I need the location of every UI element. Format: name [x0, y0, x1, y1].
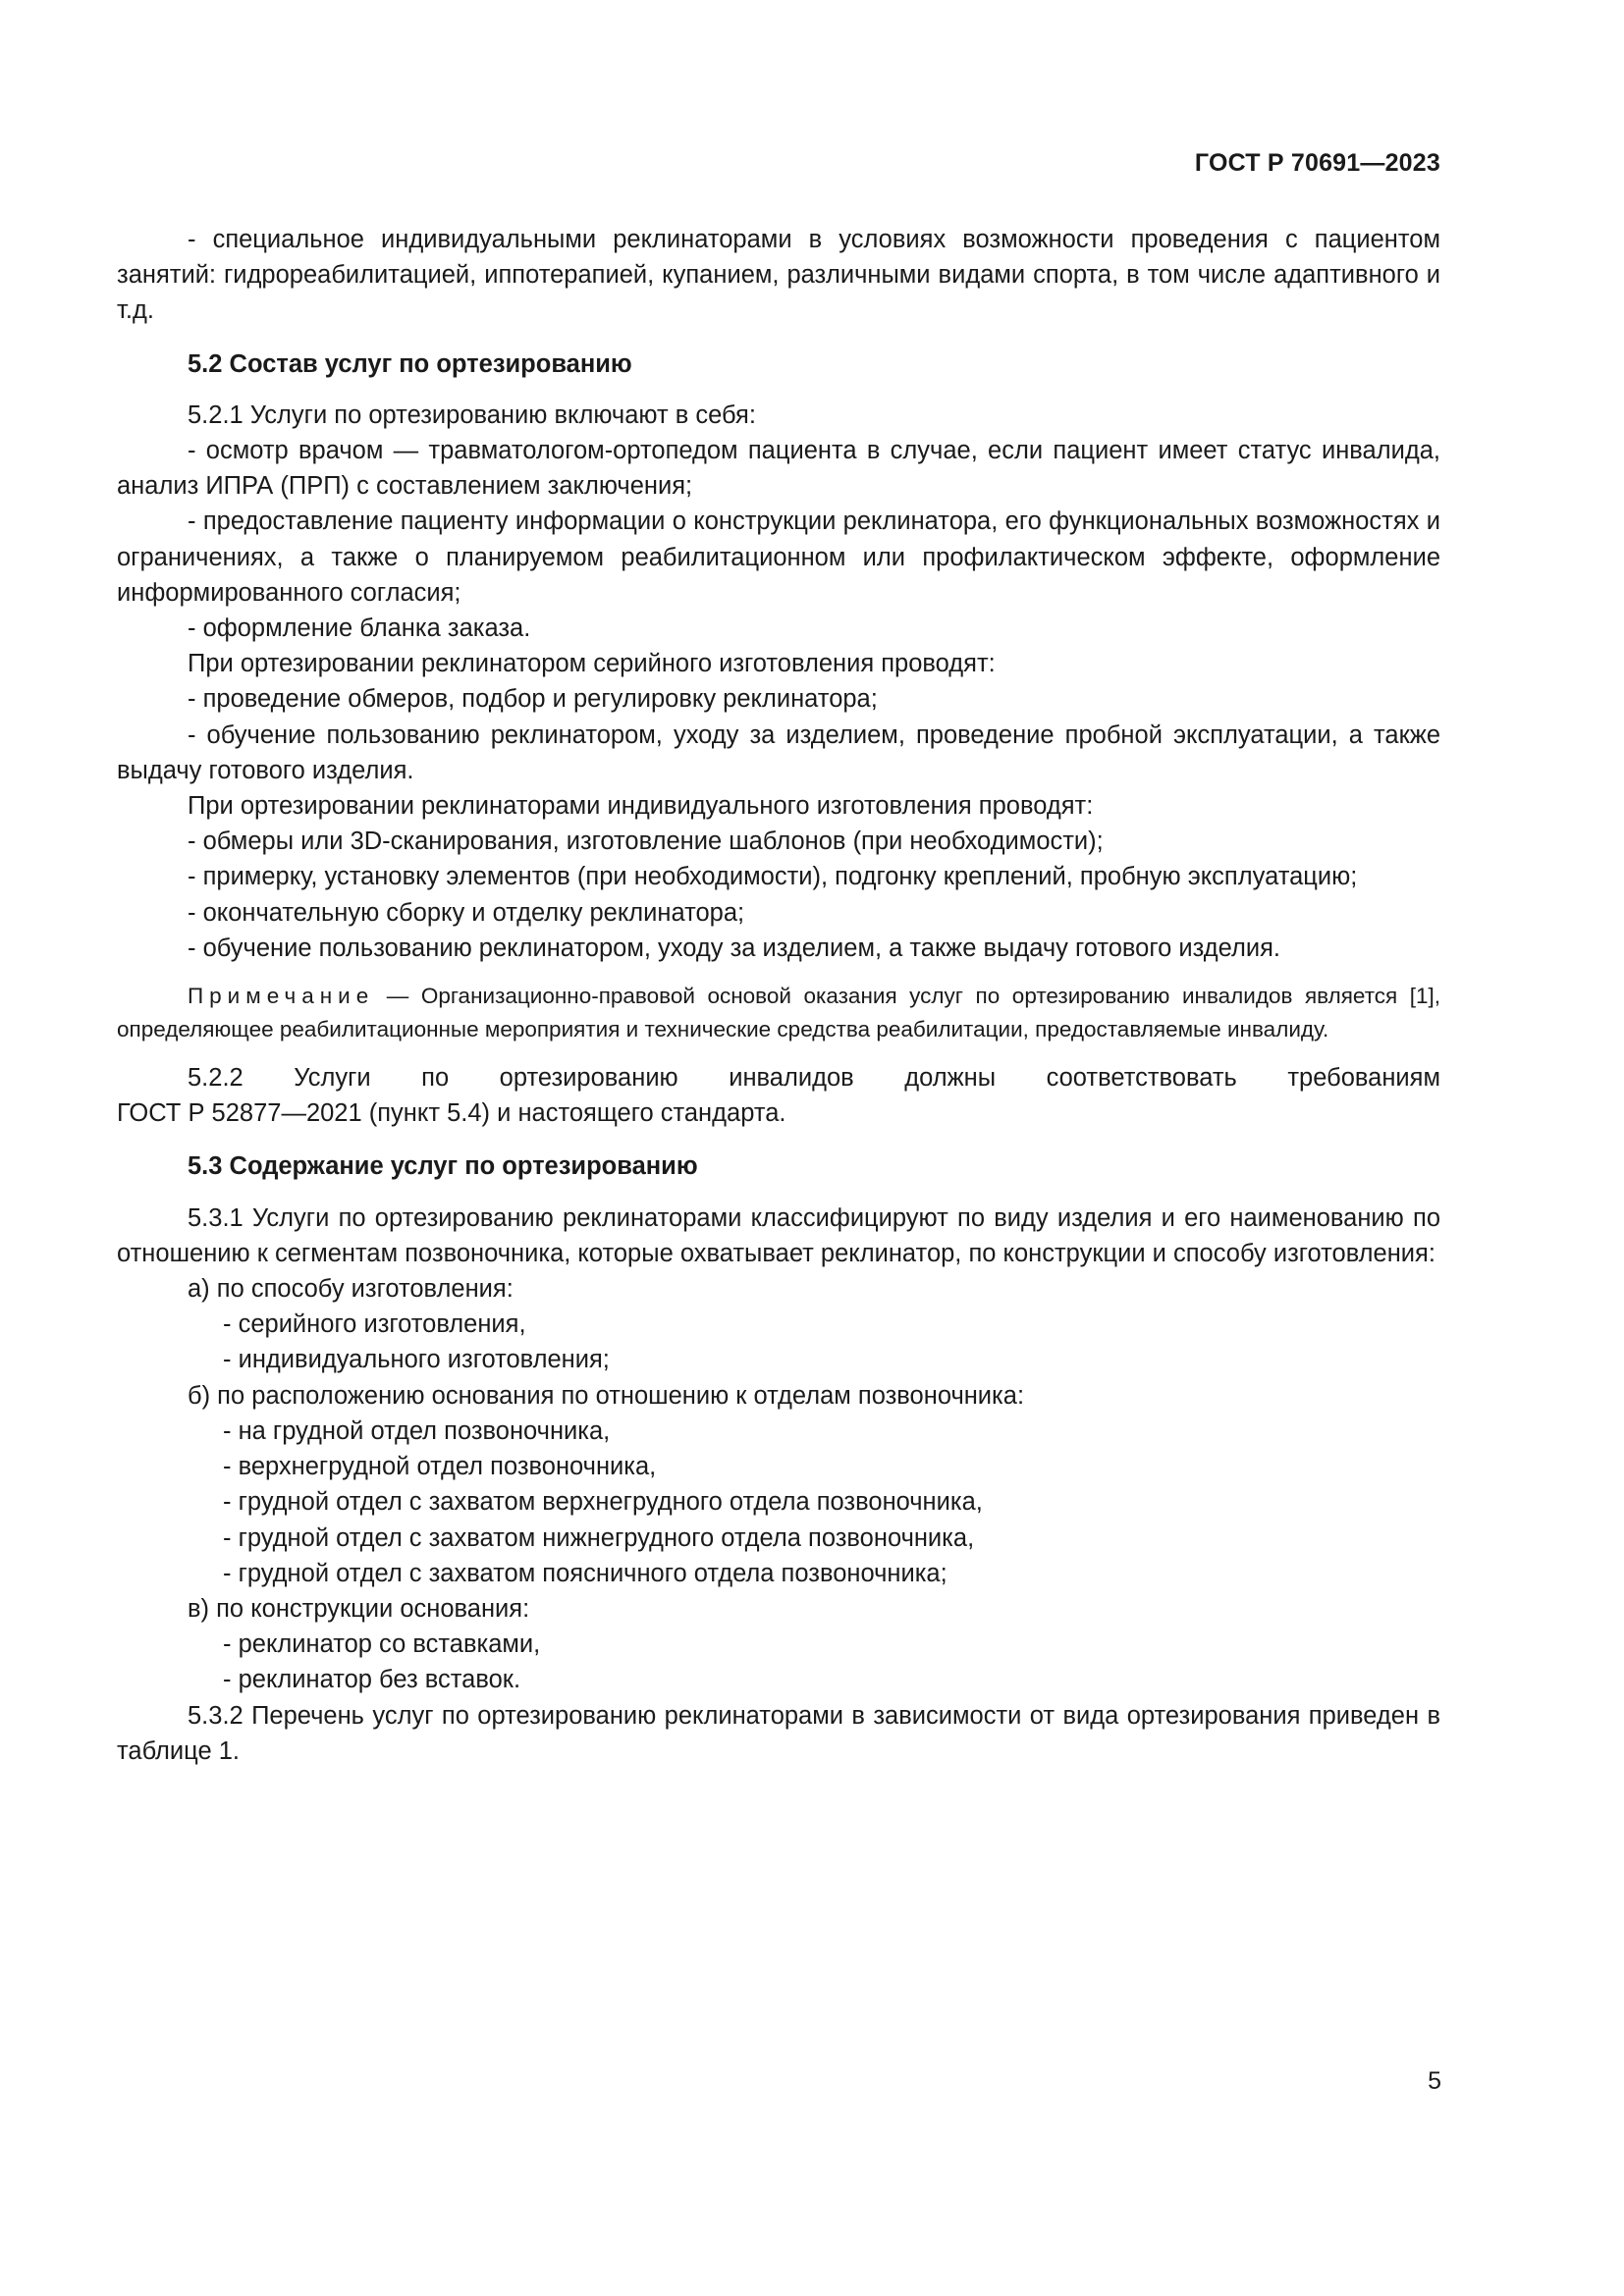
list-item: - реклинатор со вставками, [223, 1630, 541, 1659]
section-5-3-heading: 5.3 Содержание услуг по ортезированию [188, 1152, 698, 1181]
clause-5-2-2-line-1: 5.2.2 Услуги по ортезированию инвалидов должны соответствовать требованиям [188, 1064, 1440, 1093]
document-code-header: ГОСТ Р 70691—2023 [1194, 149, 1440, 177]
list-item: - индивидуального изготовления; [223, 1346, 610, 1374]
clause-5-3-2: 5.3.2 Перечень услуг по ортезированию реклинаторами в зависимости от вида ортезирования приведен в таблице 1. [117, 1701, 1440, 1765]
list-item: - грудной отдел с захватом нижнегрудного отдела позвоночника, [223, 1523, 975, 1552]
section-5-2-heading: 5.2 Состав услуг по ортезированию [188, 349, 632, 378]
list-item: - обучение пользованию реклинатором, уходу за изделием, а также выдачу готового изделия. [188, 934, 1280, 962]
serial-intro: При ортезировании реклинатором серийного изготовления проводят: [188, 650, 996, 678]
list-item: - на грудной отдел позвоночника, [223, 1416, 611, 1445]
list-item: - окончательную сборку и отделку реклинатора; [188, 898, 745, 927]
list-item: - грудной отдел с захватом верхнегрудного отдела позвоночника, [223, 1488, 983, 1517]
list-item: - примерку, установку элементов (при необходимости), подгонку креплений, пробную эксплуатацию; [188, 863, 1358, 891]
individual-intro: При ортезировании реклинаторами индивидуального изготовления проводят: [188, 792, 1094, 821]
list-item: - грудной отдел с захватом поясничного отдела позвоночника; [223, 1559, 947, 1587]
list-item: - осмотр врачом — травматологом-ортопедом пациента в случае, если пациент имеет статус инвалида, анализ ИПРА (ПРП) с составлением заключения; [117, 437, 1440, 501]
list-item: - серийного изготовления, [223, 1310, 526, 1339]
list-item: - обучение пользованию реклинатором, уходу за изделием, проведение пробной эксплуатации, а также выдачу готового изделия. [117, 721, 1440, 784]
list-item: - обмеры или 3D-сканирования, изготовление шаблонов (при необходимости); [188, 828, 1104, 856]
list-item: - реклинатор без вставок. [223, 1666, 521, 1694]
group-label: б) по расположению основания по отношению к отделам позвоночника: [188, 1381, 1025, 1410]
note [117, 980, 1440, 1046]
clause-5-3-1: 5.3.1 Услуги по ортезированию реклинаторами классифицируют по виду изделия и его наименованию по отношению к сегментам позвоночника, которые охватывает реклинатор, по конструкции и способу изготовления: [117, 1203, 1440, 1267]
list-item: - предоставление пациенту информации о конструкции реклинатора, его функциональных возможностях и ограничениях, а также о планируемом реабилитационном или профилактическом эффекте, оформление информированного согласия; [117, 507, 1440, 607]
clause-5-2-2-line-2: ГОСТ Р 52877—2021 (пункт 5.4) и настоящего стандарта. [117, 1099, 786, 1128]
list-item: - проведение обмеров, подбор и регулировку реклинатора; [188, 685, 878, 714]
page-content [117, 222, 1440, 1769]
page-number: 5 [1428, 2067, 1441, 2095]
clause-5-2-1: 5.2.1 Услуги по ортезированию включают в себя: [188, 400, 756, 429]
note-lead: Примечание [188, 984, 375, 1009]
group-label: а) по способу изготовления: [188, 1275, 514, 1304]
intro-paragraph: - специальное индивидуальными реклинаторами в условиях возможности проведения с пациентом занятий: гидрореабилитацией, иппотерапией, купанием, различными видами спорта, в том числе адаптивного и т.д. [117, 226, 1440, 325]
list-item: - оформление бланка заказа. [188, 614, 531, 643]
note-text: — Организационно-правовой основой оказания услуг по ортезированию инвалидов является [1], определяющее реабилитационные мероприятия и технические средства реабилитации, предоставляемые инвалиду. [117, 984, 1440, 1042]
list-item: - верхнегрудной отдел позвоночника, [223, 1453, 657, 1481]
group-label: в) по конструкции основания: [188, 1594, 530, 1623]
